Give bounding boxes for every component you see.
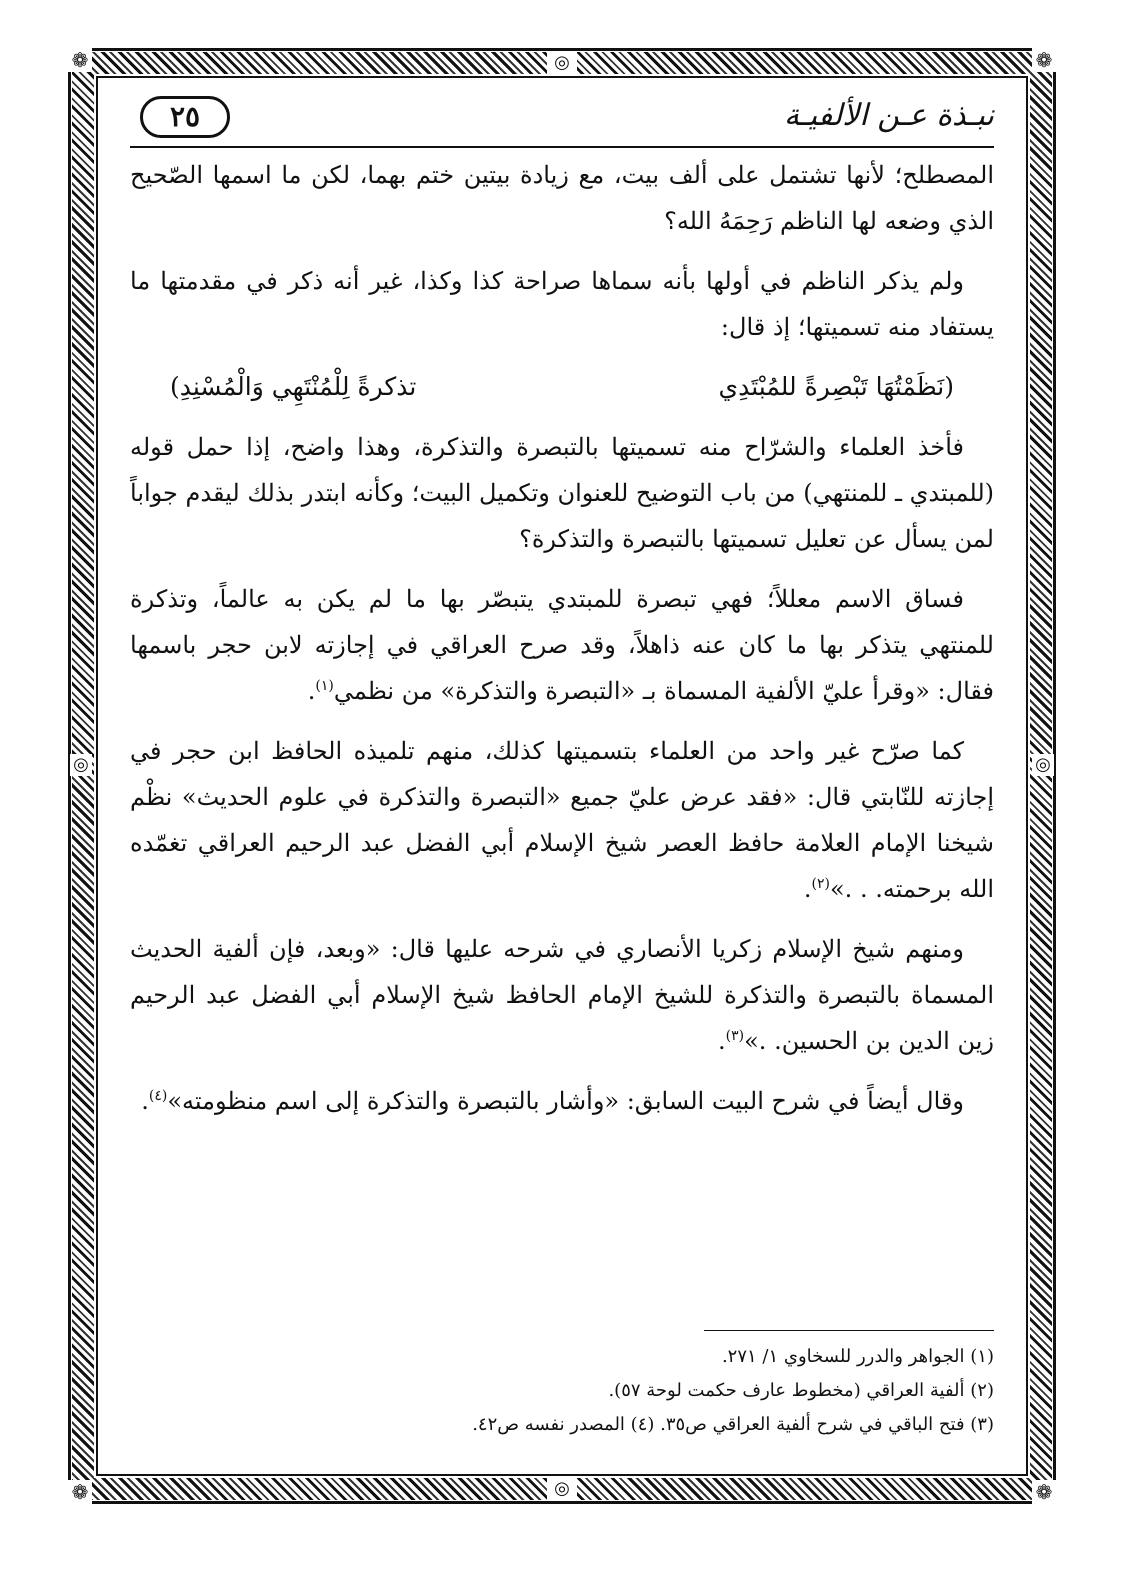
ornament-corner-icon: ❁ bbox=[68, 1480, 92, 1504]
footnote-ref-4[interactable]: (٤) bbox=[148, 1088, 168, 1104]
ornament-corner-icon: ❁ bbox=[68, 48, 92, 72]
verse-first-hemistich: (نَظَمْتُهَا تَبْصِرةً للمُبْتَدِي bbox=[718, 372, 954, 401]
footnote-ref-1[interactable]: (١) bbox=[315, 678, 334, 694]
running-title: نبـذة عـن الألفيـة bbox=[784, 98, 994, 133]
page-body bbox=[130, 152, 994, 1138]
ornament-knot-icon: ◎ bbox=[547, 1478, 577, 1500]
footnote-ref-2[interactable]: (٢) bbox=[811, 876, 830, 892]
paragraph-6-text: ومنهم شيخ الإسلام زكريا الأنصاري في شرحه عليها قال: «وبعد، فإن ألفية الحديث المسماة بالتبصرة والتذكرة للشيخ الإمام الحافظ شيخ الإسلام أبي الفضل عبد الرحيم زين الدين بن الحسين. .» bbox=[130, 935, 994, 1055]
footnote-divider bbox=[704, 1330, 994, 1331]
ornament-knot-icon: ◎ bbox=[547, 52, 577, 74]
footnote-1: (١) الجواهر والدرر للسخاوي ١/ ٢٧١. bbox=[721, 1346, 994, 1367]
ornament-knot-icon: ◎ bbox=[70, 754, 92, 776]
page-number: ٢٥ bbox=[140, 96, 230, 138]
poetry-verse bbox=[130, 364, 994, 410]
paragraph-5-text: كما صرّح غير واحد من العلماء بتسميتها كذلك، منهم تلميذه الحافظ ابن حجر في إجازته للنّابتي قال: «فقد عرض عليّ جميع «التبصرة والتذكرة في علوم الحديث» نظْم شيخنا الإمام العلامة حافظ العصر شيخ الإسلام أبي الفضل عبد الرحيم العراقي تغمّده الله برحمته. . .» bbox=[130, 737, 994, 903]
paragraph-1: المصطلح؛ لأنها تشتمل على ألف بيت، مع زيادة بيتين ختم بهما، لكن ما اسمها الصّحيح الذي وضعه لها الناظم رَحِمَهُ الله؟ bbox=[130, 161, 994, 235]
paragraph-7 bbox=[130, 1078, 994, 1124]
paragraph-3: فأخذ العلماء والشرّاح منه تسميتها بالتبصرة والتذكرة، وهذا واضح، إذا حمل قوله (للمبتدي ـ للمنتهي) من باب التوضيح للعنوان وتكميل البيت؛ وكأنه ابتدر بذلك ليقدم جواباً لمن يسأل عن تعليل تسميتها بالتبصرة والتذكرة؟ bbox=[130, 433, 994, 553]
page-header bbox=[130, 92, 994, 152]
paragraph-6 bbox=[130, 926, 994, 1064]
footnotes bbox=[130, 1340, 994, 1442]
paragraph-7-end: . bbox=[141, 1087, 149, 1115]
footnote-3-4: (٣) فتح الباقي في شرح ألفية العراقي ص٣٥. (٤) المصدر نفسه ص٤٢. bbox=[472, 1414, 994, 1435]
paragraph-5-end: . bbox=[803, 875, 812, 903]
paragraph-4-text: فساق الاسم معللاً؛ فهي تبصرة للمبتدي يتبصّر بها ما لم يكن به عالماً، وتذكرة للمنتهي يتذكر بها ما كان عنه ذاهلاً، وقد صرح العراقي في إجازته لابن حجر باسمها فقال: «وقرأ عليّ الألفية المسماة بـ «التبصرة والتذكرة» من نظمي bbox=[130, 585, 994, 705]
ornament-corner-icon: ❁ bbox=[1032, 48, 1056, 72]
verse-second-hemistich: تذكرةً لِلْمُنْتَهِي وَالْمُسْنِدِ) bbox=[170, 372, 417, 401]
header-divider bbox=[130, 146, 994, 148]
footnote-ref-3[interactable]: (٣) bbox=[725, 1028, 745, 1044]
paragraph-5 bbox=[130, 728, 994, 912]
paragraph-4-end: . bbox=[307, 677, 316, 705]
paragraph-7-text: وقال أيضاً في شرح البيت السابق: «وأشار بالتبصرة والتذكرة إلى اسم منظومته» bbox=[167, 1087, 964, 1115]
ornament-corner-icon: ❁ bbox=[1032, 1480, 1056, 1504]
paragraph-2: ولم يذكر الناظم في أولها بأنه سماها صراحة كذا وكذا، غير أنه ذكر في مقدمتها ما يستفاد منه تسميتها؛ إذ قال: bbox=[130, 267, 994, 341]
footnote-2: (٢) ألفية العراقي (مخطوط عارف حكمت لوحة ٥٧). bbox=[608, 1380, 994, 1401]
ornament-knot-icon: ◎ bbox=[1032, 754, 1054, 776]
paragraph-4 bbox=[130, 576, 994, 714]
paragraph-6-end: . bbox=[718, 1027, 726, 1055]
